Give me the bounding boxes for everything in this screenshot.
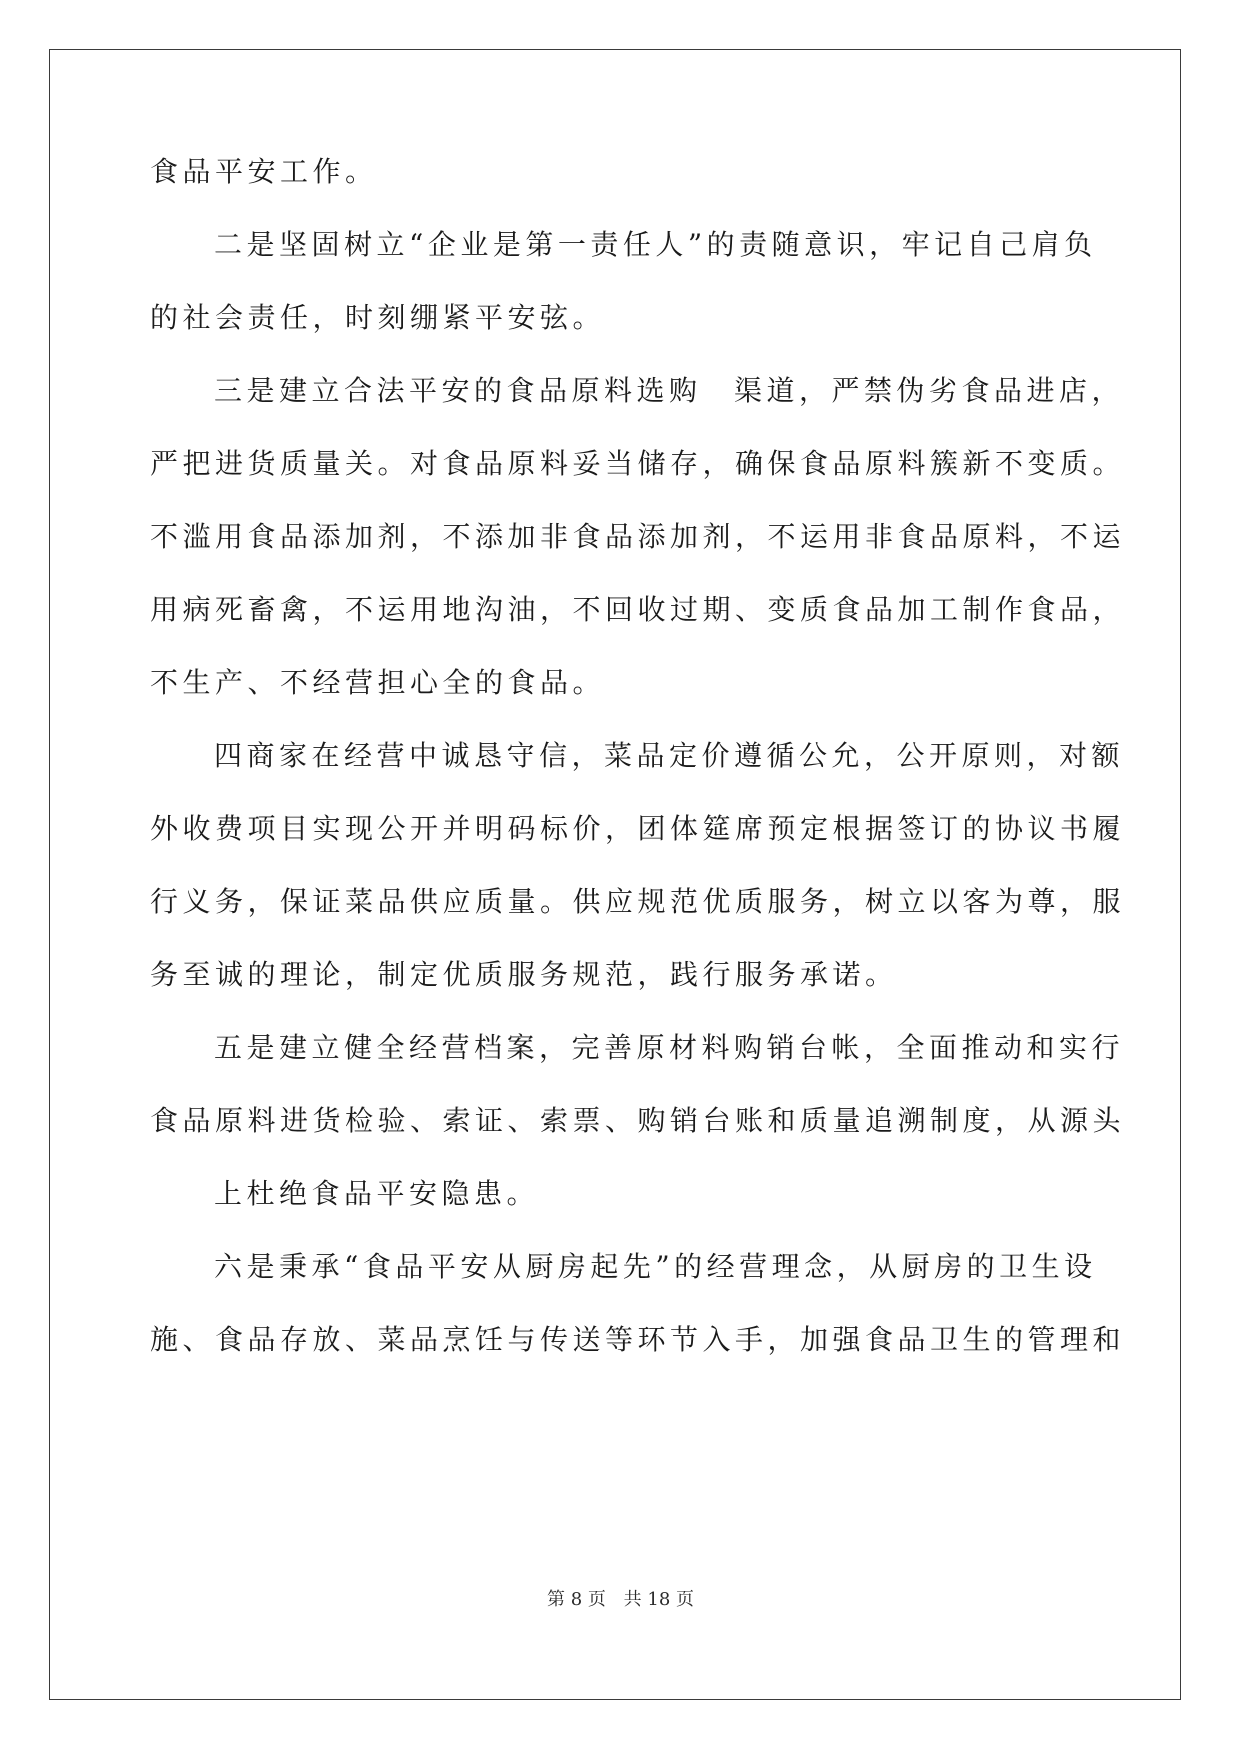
text-line: 施、食品存放、菜品烹饪与传送等环节入手，加强食品卫生的管理和 <box>150 1323 1126 1356</box>
text-line: 行义务，保证菜品供应质量。供应规范优质服务，树立以客为尊，服 <box>150 885 1126 918</box>
text-line: 不生产、不经营担心全的食品。 <box>150 666 606 699</box>
text-line: 五是建立健全经营档案，完善原材料购销台帐，全面推动和实行 <box>214 1031 1125 1064</box>
text-line: 的社会责任，时刻绷紧平安弦。 <box>150 301 606 334</box>
text-line: 严把进货质量关。对食品原料妥当储存，确保食品原料簇新不变质。 <box>150 447 1126 480</box>
text-line: 食品平安工作。 <box>150 155 378 188</box>
text-line: 用病死畜禽，不运用地沟油，不回收过期、变质食品加工制作食品， <box>150 593 1126 626</box>
text-line: 六是秉承“食品平安从厨房起先”的经营理念，从厨房的卫生设 <box>214 1250 1097 1283</box>
text-line: 不滥用食品添加剂，不添加非食品添加剂，不运用非食品原料，不运 <box>150 520 1126 553</box>
page-number-total: 共 18 页 <box>623 1589 694 1610</box>
page-border <box>49 49 1181 1700</box>
page-number-current: 第 8 页 <box>547 1589 606 1610</box>
text-line: 食品原料进货检验、索证、索票、购销台账和质量追溯制度，从源头 <box>150 1104 1126 1137</box>
text-line: 二是坚固树立“企业是第一责任人”的责随意识，牢记自己肩负 <box>214 228 1097 261</box>
text-line: 务至诚的理论，制定优质服务规范，践行服务承诺。 <box>150 958 898 991</box>
page-footer <box>0 1588 1241 1612</box>
text-line: 四商家在经营中诚恳守信，菜品定价遵循公允，公开原则，对额 <box>214 739 1125 772</box>
text-line: 上杜绝食品平安隐患。 <box>214 1177 540 1210</box>
text-line: 三是建立合法平安的食品原料选购 渠道，严禁伪劣食品进店， <box>214 374 1125 407</box>
text-line: 外收费项目实现公开并明码标价，团体筵席预定根据签订的协议书履 <box>150 812 1126 845</box>
